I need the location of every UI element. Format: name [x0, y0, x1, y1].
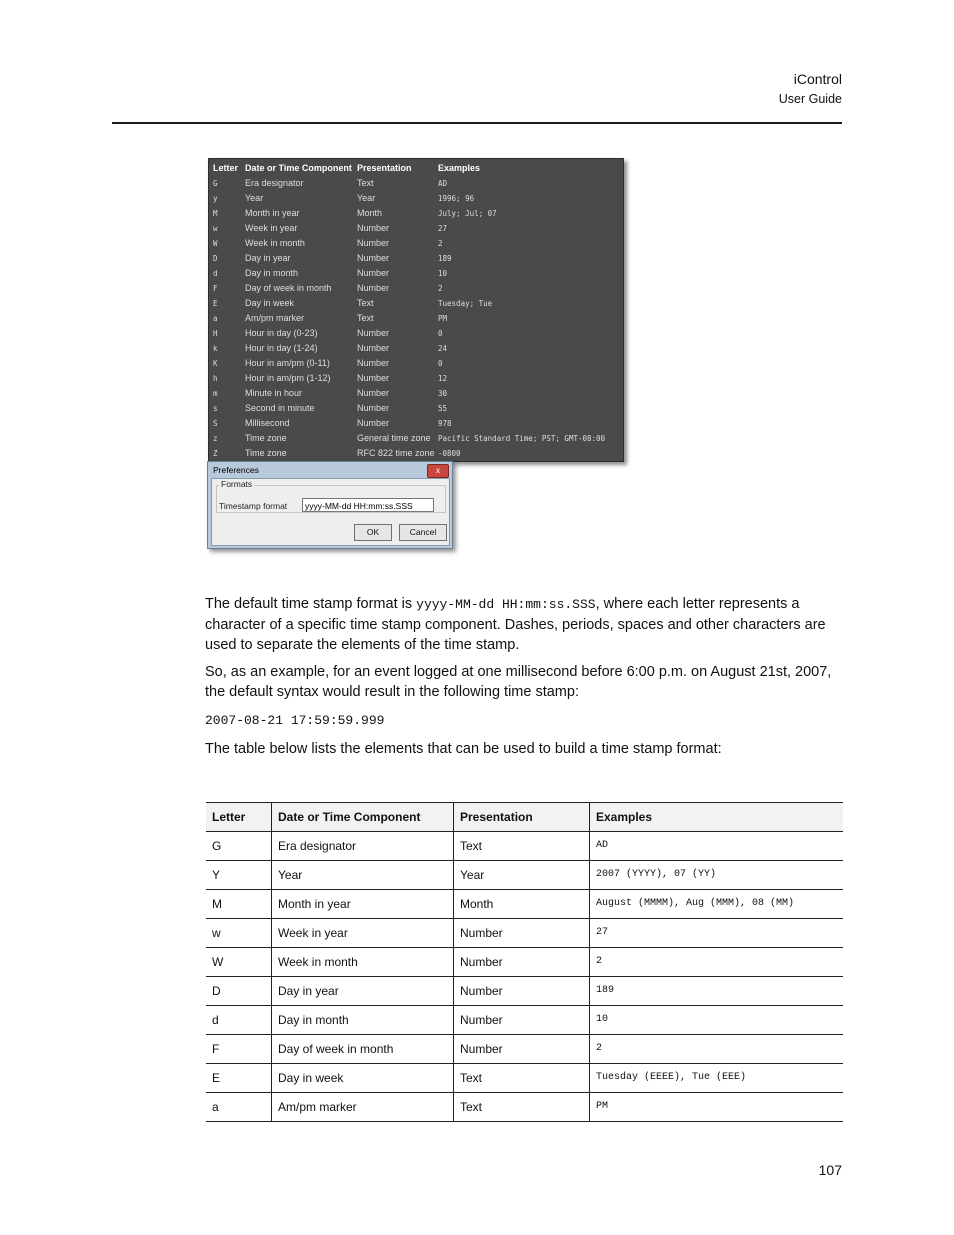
table-cell: Number: [453, 1035, 589, 1063]
tooltip-cell: h: [213, 374, 218, 383]
table-cell: 2: [589, 948, 843, 976]
tooltip-cell: 30: [438, 389, 448, 398]
tooltip-row: [209, 221, 623, 236]
table-cell: Text: [453, 1093, 589, 1121]
tooltip-cell: Tuesday; Tue: [438, 299, 493, 308]
tooltip-cell: d: [213, 269, 218, 278]
tooltip-cell: Number: [357, 223, 390, 233]
example-timestamp: 2007-08-21 17:59:59.999: [205, 713, 385, 728]
table-header-cell: Presentation: [453, 803, 589, 831]
tooltip-cell: F: [213, 284, 218, 293]
tooltip-header-row: [209, 161, 623, 176]
tooltip-cell: k: [213, 344, 218, 353]
p1-text-a: The default time stamp format is: [205, 596, 417, 612]
table-row: [206, 977, 843, 1006]
tooltip-cell: Text: [357, 298, 374, 308]
tooltip-cell: Number: [357, 403, 390, 413]
tooltip-cell: Number: [357, 388, 390, 398]
tooltip-cell: 24: [438, 344, 448, 353]
table-cell: 10: [589, 1006, 843, 1034]
tooltip-row: [209, 236, 623, 251]
table-cell: Month: [453, 890, 589, 918]
tooltip-cell: 2: [438, 239, 443, 248]
table-cell: 2: [589, 1035, 843, 1063]
tooltip-cell: -0800: [438, 449, 461, 458]
table-header-cell: Examples: [589, 803, 843, 831]
cancel-button[interactable]: Cancel: [399, 524, 447, 541]
table-header-row: [206, 802, 843, 832]
tooltip-row: [209, 401, 623, 416]
table-header-cell: Date or Time Component: [271, 803, 453, 831]
table-cell: Week in year: [271, 919, 453, 947]
table-cell: Day in month: [271, 1006, 453, 1034]
tooltip-cell: Day in month: [245, 268, 299, 278]
table-cell: Month in year: [271, 890, 453, 918]
table-cell: Year: [453, 861, 589, 889]
table-cell: Text: [453, 1064, 589, 1092]
tooltip-cell: 27: [438, 224, 448, 233]
tooltip-row: [209, 251, 623, 266]
tooltip-cell: Millisecond: [245, 418, 290, 428]
tooltip-row: [209, 206, 623, 221]
tooltip-row: [209, 341, 623, 356]
tooltip-cell: Year: [245, 193, 264, 203]
formats-group-legend: Formats: [221, 479, 253, 489]
table-cell: Week in month: [271, 948, 453, 976]
tooltip-cell: M: [213, 209, 218, 218]
tooltip-cell: Pacific Standard Time; PST; GMT-08:00: [438, 434, 606, 443]
table-cell: D: [212, 984, 221, 998]
header-rule: [112, 122, 842, 124]
tooltip-cell: Hour in day (0-23): [245, 328, 318, 338]
table-row: [206, 1064, 843, 1093]
table-row: [206, 890, 843, 919]
table-cell: a: [212, 1100, 219, 1114]
tooltip-cell: D: [213, 254, 218, 263]
tooltip-cell: s: [213, 404, 218, 413]
tooltip-cell: Time zone: [245, 448, 287, 458]
tooltip-row: [209, 386, 623, 401]
tooltip-cell: Number: [357, 343, 390, 353]
tooltip-cell: Number: [357, 358, 390, 368]
tooltip-cell: 0: [438, 329, 443, 338]
tooltip-cell: Number: [357, 283, 390, 293]
tooltip-cell: General time zone: [357, 433, 431, 443]
tooltip-cell: Number: [357, 373, 390, 383]
table-cell: 2007 (YYYY), 07 (YY): [589, 861, 843, 889]
table-cell: August (MMMM), Aug (MMM), 08 (MM): [589, 890, 843, 918]
tooltip-cell: Month in year: [245, 208, 300, 218]
tooltip-cell: Day in year: [245, 253, 291, 263]
table-cell: E: [212, 1071, 221, 1085]
tooltip-cell: Text: [357, 178, 374, 188]
tooltip-cell: Minute in hour: [245, 388, 303, 398]
table-cell: Tuesday (EEEE), Tue (EEE): [589, 1064, 843, 1092]
tooltip-cell: 978: [438, 419, 452, 428]
header-title: iControl: [793, 71, 842, 87]
tooltip-cell: Hour in day (1-24): [245, 343, 318, 353]
tooltip-row: [209, 266, 623, 281]
table-cell: Day in week: [271, 1064, 453, 1092]
table-cell: 27: [589, 919, 843, 947]
table-cell: Number: [453, 948, 589, 976]
tooltip-cell: S: [213, 419, 218, 428]
table-cell: Y: [212, 868, 221, 882]
tooltip-cell: July; Jul; 07: [438, 209, 497, 218]
table-row: [206, 1035, 843, 1064]
tooltip-cell: Number: [357, 238, 390, 248]
tooltip-cell: Week in year: [245, 223, 298, 233]
tooltip-cell: Letter: [213, 163, 239, 173]
table-row: [206, 832, 843, 861]
tooltip-cell: Year: [357, 193, 376, 203]
tooltip-cell: Time zone: [245, 433, 287, 443]
tooltip-cell: Date or Time Component: [245, 163, 352, 173]
dialog-close-button[interactable]: x: [427, 464, 449, 478]
tooltip-cell: 12: [438, 374, 448, 383]
tooltip-cell: H: [213, 329, 218, 338]
dialog-body: [211, 478, 450, 546]
tooltip-cell: Presentation: [357, 163, 412, 173]
preferences-dialog: [207, 461, 453, 549]
paragraph-default-format: [205, 594, 835, 655]
paragraph-table-intro: The table below lists the elements that can be used to build a time stamp format:: [205, 741, 722, 757]
tooltip-row: [209, 326, 623, 341]
tooltip-row: [209, 356, 623, 371]
table-cell: AD: [589, 832, 843, 860]
tooltip-cell: Z: [213, 449, 218, 458]
tooltip-cell: Week in month: [245, 238, 305, 248]
table-cell: PM: [589, 1093, 843, 1121]
tooltip-cell: Day in week: [245, 298, 295, 308]
table-cell: d: [212, 1013, 219, 1027]
table-row: [206, 861, 843, 890]
tooltip-cell: 2: [438, 284, 443, 293]
tooltip-cell: Hour in am/pm (1-12): [245, 373, 331, 383]
tooltip-cell: y: [213, 194, 218, 203]
timestamp-format-label: Timestamp format: [219, 501, 288, 511]
table-cell: M: [212, 897, 222, 911]
table-cell: Number: [453, 1006, 589, 1034]
header-subtitle: User Guide: [778, 92, 842, 106]
tooltip-cell: Era designator: [245, 178, 304, 188]
tooltip-cell: E: [213, 299, 218, 308]
tooltip-cell: Text: [357, 313, 374, 323]
tooltip-cell: 1996; 96: [438, 194, 475, 203]
tooltip-cell: z: [213, 434, 218, 443]
table-row: [206, 1006, 843, 1035]
format-elements-table: [206, 802, 843, 1122]
table-cell: Day of week in month: [271, 1035, 453, 1063]
ok-button[interactable]: OK: [354, 524, 392, 541]
tooltip-row: [209, 311, 623, 326]
tooltip-cell: Month: [357, 208, 383, 218]
table-cell: Number: [453, 977, 589, 1005]
tooltip-cell: Examples: [438, 163, 481, 173]
tooltip-cell: Number: [357, 328, 390, 338]
tooltip-cell: Number: [357, 268, 390, 278]
tooltip-cell: a: [213, 314, 218, 323]
tooltip-cell: 0: [438, 359, 443, 368]
table-cell: Year: [271, 861, 453, 889]
table-cell: G: [212, 839, 222, 853]
p1-text-b: , where each letter represents a character of a specific time stamp component. Dashes, periods, spaces and other characters are used to separate the elements of the time stamp.: [205, 596, 826, 653]
table-cell: w: [212, 926, 221, 940]
tooltip-cell: Number: [357, 253, 390, 263]
table-cell: Era designator: [271, 832, 453, 860]
table-row: [206, 948, 843, 977]
tooltip-row: [209, 296, 623, 311]
tooltip-row: [209, 371, 623, 386]
tooltip-cell: 55: [438, 404, 448, 413]
tooltip-cell: PM: [438, 314, 448, 323]
table-header-cell: Letter: [212, 810, 246, 824]
page-number: 107: [818, 1162, 842, 1178]
tooltip-row: [209, 416, 623, 431]
tooltip-cell: 10: [438, 269, 448, 278]
tooltip-row: [209, 191, 623, 206]
table-row: [206, 919, 843, 948]
paragraph-example: So, as an example, for an event logged at one millisecond before 6:00 p.m. on August 21st, 2007, the default syntax would result in the following time stamp:: [205, 664, 832, 700]
format-tooltip: [208, 158, 624, 462]
table-cell: F: [212, 1042, 220, 1056]
tooltip-cell: Second in minute: [245, 403, 315, 413]
table-cell: 189: [589, 977, 843, 1005]
tooltip-cell: Day of week in month: [245, 283, 332, 293]
tooltip-cell: RFC 822 time zone: [357, 448, 435, 458]
tooltip-cell: AD: [438, 179, 448, 188]
tooltip-cell: G: [213, 179, 218, 188]
tooltip-cell: W: [213, 239, 218, 248]
tooltip-cell: 189: [438, 254, 452, 263]
tooltip-cell: m: [213, 389, 218, 398]
tooltip-row: [209, 281, 623, 296]
tooltip-cell: Hour in am/pm (0-11): [245, 358, 330, 368]
tooltip-row: [209, 446, 623, 461]
timestamp-format-input[interactable]: yyyy-MM-dd HH:mm:ss.SSS: [302, 498, 434, 512]
table-cell: Am/pm marker: [271, 1093, 453, 1121]
tooltip-cell: Number: [357, 418, 390, 428]
tooltip-cell: Am/pm marker: [245, 313, 305, 323]
tooltip-cell: K: [213, 359, 218, 368]
table-cell: Text: [453, 832, 589, 860]
tooltip-row: [209, 431, 623, 446]
table-row: [206, 1093, 843, 1122]
p1-code: yyyy-MM-dd HH:mm:ss.SSS: [416, 597, 596, 612]
tooltip-row: [209, 176, 623, 191]
dialog-title: Preferences: [213, 465, 259, 475]
tooltip-cell: w: [213, 224, 218, 233]
table-cell: Number: [453, 919, 589, 947]
table-cell: W: [212, 955, 224, 969]
table-cell: Day in year: [271, 977, 453, 1005]
